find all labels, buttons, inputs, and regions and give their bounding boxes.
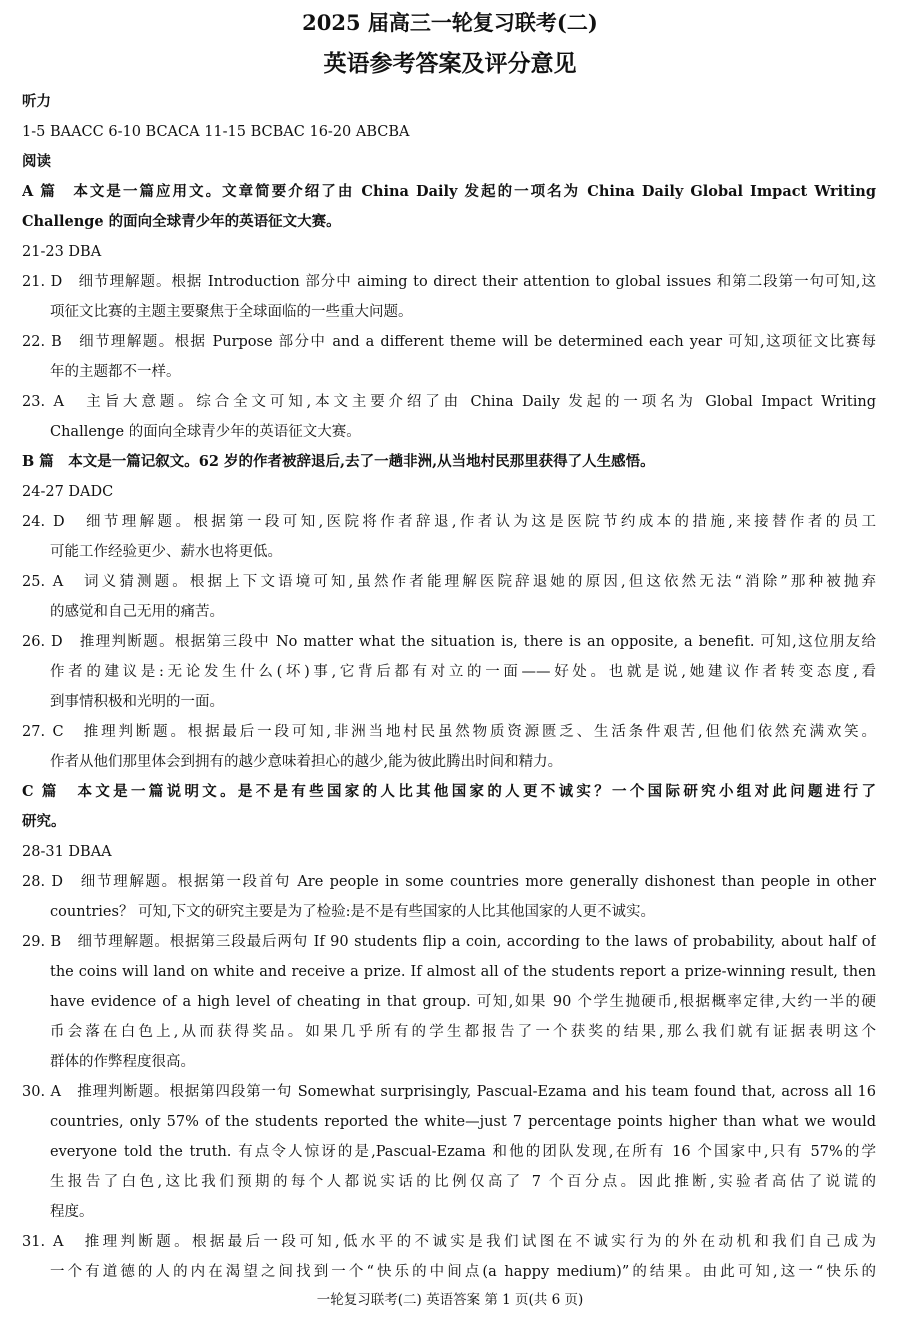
text-line: countries？ 可知,下文的研究主要是为了检验:是不是有些国家的人比其他国家的人更不诚实。 xyxy=(50,904,656,920)
page-title: 2025 届高三一轮复习联考(二) xyxy=(302,10,598,35)
text-line: 到事情积极和光明的一面。 xyxy=(50,694,224,710)
text-line: 22. B 细节理解题。根据 Purpose 部分中 and a different theme will be determined each year 可知,这项征文比赛每 xyxy=(22,334,876,350)
text-line: C 篇 本文是一篇说明文。是不是有些国家的人比其他国家的人更不诚实？一个国际研究小组对此问题进行了 xyxy=(22,783,876,800)
page-subtitle: 英语参考答案及评分意见 xyxy=(323,50,577,77)
text-line: A 篇 本文是一篇应用文。文章简要介绍了由 China Daily 发起的一项名为 China Daily Global Impact Writing xyxy=(22,183,876,200)
text-line: the coins will land on white and receive a prize. If almost all of the students report a prize-winning result, then xyxy=(50,964,876,980)
text-line: 28-31 DBAA xyxy=(22,844,112,860)
text-line: 作者从他们那里体会到拥有的越少意味着担心的越少,能为彼此腾出时间和精力。 xyxy=(50,754,563,770)
text-line: 生报告了白色,这比我们预期的每个人都说实话的比例仅高了 7 个百分点。因此推断,实验者高估了说谎的 xyxy=(50,1174,876,1190)
text-line: 26. D 推理判断题。根据第三段中 No matter what the situation is, there is an opposite, a benefit. 可知,这位朋友给 xyxy=(22,634,876,650)
text-line: Challenge 的面向全球青少年的英语征文大赛。 xyxy=(50,424,361,440)
text-line: 的感觉和自己无用的痛苦。 xyxy=(50,604,224,620)
text-line: 作者的建议是:无论发生什么(坏)事,它背后都有对立的一面——好处。也就是说,她建议作者转变态度,看 xyxy=(50,664,876,680)
text-line: countries, only 57% of the students reported the white—just 7 percentage points higher than what we would xyxy=(50,1114,876,1130)
listening-answers: 1-5 BAACC 6-10 BCACA 11-15 BCBAC 16-20 ABCBA xyxy=(22,124,410,140)
text-line: 币会落在白色上,从而获得奖品。如果几乎所有的学生都报告了一个获奖的结果,那么我们就有证据表明这个 xyxy=(50,1024,876,1040)
text-line: 研究。 xyxy=(22,813,66,830)
text-line: 一个有道德的人的内在渴望之间找到一个“快乐的中间点(a happy medium)”的结果。由此可知,这一“快乐的 xyxy=(50,1264,876,1280)
reading-answer-lines xyxy=(22,177,876,1287)
text-line: 27. C 推理判断题。根据最后一段可知,非洲当地村民虽然物质资源匮乏、生活条件艰苦,但他们依然充满欢笑。 xyxy=(22,724,876,740)
text-line: 项征文比赛的主题主要聚焦于全球面临的一些重大问题。 xyxy=(50,304,413,320)
text-line: 21-23 DBA xyxy=(22,244,102,260)
text-line: 25. A 词义猜测题。根据上下文语境可知,虽然作者能理解医院辞退她的原因,但这依然无法“消除”那种被抛弃 xyxy=(22,574,876,590)
text-line: 年的主题都不一样。 xyxy=(50,364,181,380)
text-line: have evidence of a high level of cheating in that group. 可知,如果 90 个学生抛硬币,根据概率定律,大约一半的硬 xyxy=(50,994,876,1010)
text-line: 24. D 细节理解题。根据第一段可知,医院将作者辞退,作者认为这是医院节约成本的措施,来接替作者的员工 xyxy=(22,514,876,530)
text-line: 29. B 细节理解题。根据第三段最后两句 If 90 students flip a coin, according to the laws of probability, about half of xyxy=(22,934,876,950)
text-line: 28. D 细节理解题。根据第一段首句 Are people in some countries more generally dishonest than people in other xyxy=(22,874,876,890)
listening-label: 听力 xyxy=(22,93,51,110)
text-line: 24-27 DADC xyxy=(22,484,114,500)
text-line: 21. D 细节理解题。根据 Introduction 部分中 aiming to direct their attention to global issues 和第二段第一句可知,这 xyxy=(22,274,876,290)
text-line: everyone told the truth. 有点令人惊讶的是,Pascual-Ezama 和他的团队发现,在所有 16 个国家中,只有 57%的学 xyxy=(50,1144,876,1160)
text-line: 群体的作弊程度很高。 xyxy=(50,1054,195,1070)
text-line: 可能工作经验更少、薪水也将更低。 xyxy=(50,544,282,560)
text-line: 31. A 推理判断题。根据最后一段可知,低水平的不诚实是我们试图在不诚实行为的外在动机和我们自己成为 xyxy=(22,1234,876,1250)
text-line: 23. A 主旨大意题。综合全文可知,本文主要介绍了由 China Daily 发起的一项名为 Global Impact Writing xyxy=(22,394,876,410)
text-line: Challenge 的面向全球青少年的英语征文大赛。 xyxy=(22,213,341,230)
text-line: 30. A 推理判断题。根据第四段第一句 Somewhat surprisingly, Pascual-Ezama and his team found that, across all 16 xyxy=(22,1084,876,1100)
reading-label: 阅读 xyxy=(22,153,51,170)
page-footer: 一轮复习联考(二) 英语答案 第 1 页(共 6 页) xyxy=(316,1292,584,1308)
answer-content xyxy=(22,87,876,1287)
text-line: 程度。 xyxy=(50,1204,94,1220)
text-line: B 篇 本文是一篇记叙文。62 岁的作者被辞退后,去了一趟非洲,从当地村民那里获得了人生感悟。 xyxy=(22,453,655,470)
